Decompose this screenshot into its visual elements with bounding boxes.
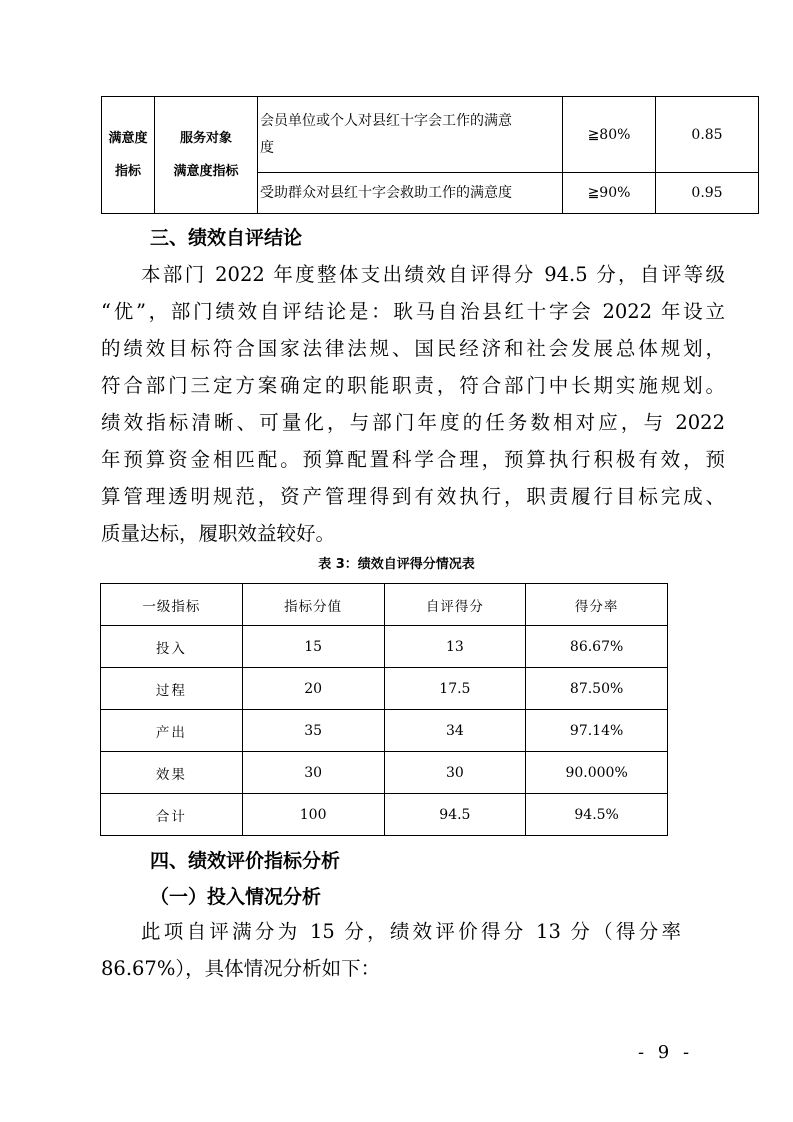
table-row <box>101 794 668 836</box>
paragraph-line: 符合部门三定方案确定的职能职责，符合部门中长期实施规划。 <box>101 374 725 397</box>
target-cell: ≧90% <box>563 173 656 214</box>
indicator-cell <box>258 173 563 214</box>
column-header: 一级指标 <box>101 584 243 626</box>
paragraph-line: 绩效指标清晰、可量化，与部门年度的任务数相对应，与 2022 <box>101 411 725 434</box>
paragraph-line: 86.67%），具体情况分析如下： <box>101 957 381 980</box>
table-cell: 20 <box>242 668 384 710</box>
subcategory-line: 满意度指标 <box>173 164 239 179</box>
indicator-line: 受助群众对县红十字会救助工作的满意度 <box>260 184 512 201</box>
table-caption: 表 3：绩效自评得分情况表 <box>318 557 475 572</box>
table-cell: 投入 <box>101 626 243 668</box>
indicator-line: 会员单位或个人对县红十字会工作的满意 <box>260 112 512 129</box>
table-header-row <box>101 584 668 626</box>
table-cell: 94.5 <box>384 794 526 836</box>
section-heading: 四、绩效评价指标分析 <box>150 850 341 872</box>
table-cell: 86.67% <box>526 626 668 668</box>
paragraph-line: 质量达标，履职效益较好。 <box>101 522 336 545</box>
score-table <box>100 583 668 836</box>
column-header: 得分率 <box>526 584 668 626</box>
table-cell: 30 <box>242 752 384 794</box>
column-header: 自评得分 <box>384 584 526 626</box>
indicator-cell <box>258 97 563 173</box>
conclusion-paragraph <box>101 256 725 552</box>
satisfaction-indicator-table <box>101 96 759 214</box>
paragraph-line: 本部门 2022 年度整体支出绩效自评得分 94.5 分，自评等级 <box>141 263 725 286</box>
table-cell: 17.5 <box>384 668 526 710</box>
subcategory-line: 服务对象 <box>179 131 232 146</box>
table-cell: 87.50% <box>526 668 668 710</box>
table-cell: 34 <box>384 710 526 752</box>
table-row <box>101 626 668 668</box>
column-header: 指标分值 <box>242 584 384 626</box>
table-cell: 合计 <box>101 794 243 836</box>
input-analysis-paragraph <box>101 913 725 987</box>
table-cell: 100 <box>242 794 384 836</box>
table-cell: 97.14% <box>526 710 668 752</box>
table-cell: 过程 <box>101 668 243 710</box>
category-line: 指标 <box>114 164 141 179</box>
indicator-line: 度 <box>260 139 274 156</box>
page-number: - 9 - <box>638 1042 694 1063</box>
paragraph-line: “优”，部门绩效自评结论是：耿马自治县红十字会 2022 年设立 <box>101 300 725 323</box>
table-cell: 90.000% <box>526 752 668 794</box>
table-cell: 15 <box>242 626 384 668</box>
paragraph-line: 年预算资金相匹配。预算配置科学合理，预算执行积极有效，预 <box>101 448 725 471</box>
table-cell: 35 <box>242 710 384 752</box>
paragraph-line: 算管理透明规范，资产管理得到有效执行，职责履行目标完成、 <box>101 485 725 508</box>
paragraph-line: 此项自评满分为 15 分，绩效评价得分 13 分（得分率 <box>141 920 681 943</box>
table-cell: 30 <box>384 752 526 794</box>
table-row <box>101 752 668 794</box>
table-cell: 效果 <box>101 752 243 794</box>
table-row <box>101 710 668 752</box>
actual-cell: 0.95 <box>656 173 759 214</box>
section-heading: 三、绩效自评结论 <box>150 227 303 249</box>
category-line: 满意度 <box>108 131 148 146</box>
actual-cell: 0.85 <box>656 97 759 173</box>
category-cell <box>102 97 155 214</box>
target-cell: ≧80% <box>563 97 656 173</box>
paragraph-line: 的绩效目标符合国家法律法规、国民经济和社会发展总体规划， <box>101 337 725 360</box>
table-row <box>101 668 668 710</box>
table-row <box>102 97 759 173</box>
table-cell: 13 <box>384 626 526 668</box>
table-cell: 94.5% <box>526 794 668 836</box>
subcategory-cell <box>155 97 258 214</box>
subsection-heading: （一）投入情况分析 <box>150 886 322 908</box>
table-cell: 产出 <box>101 710 243 752</box>
